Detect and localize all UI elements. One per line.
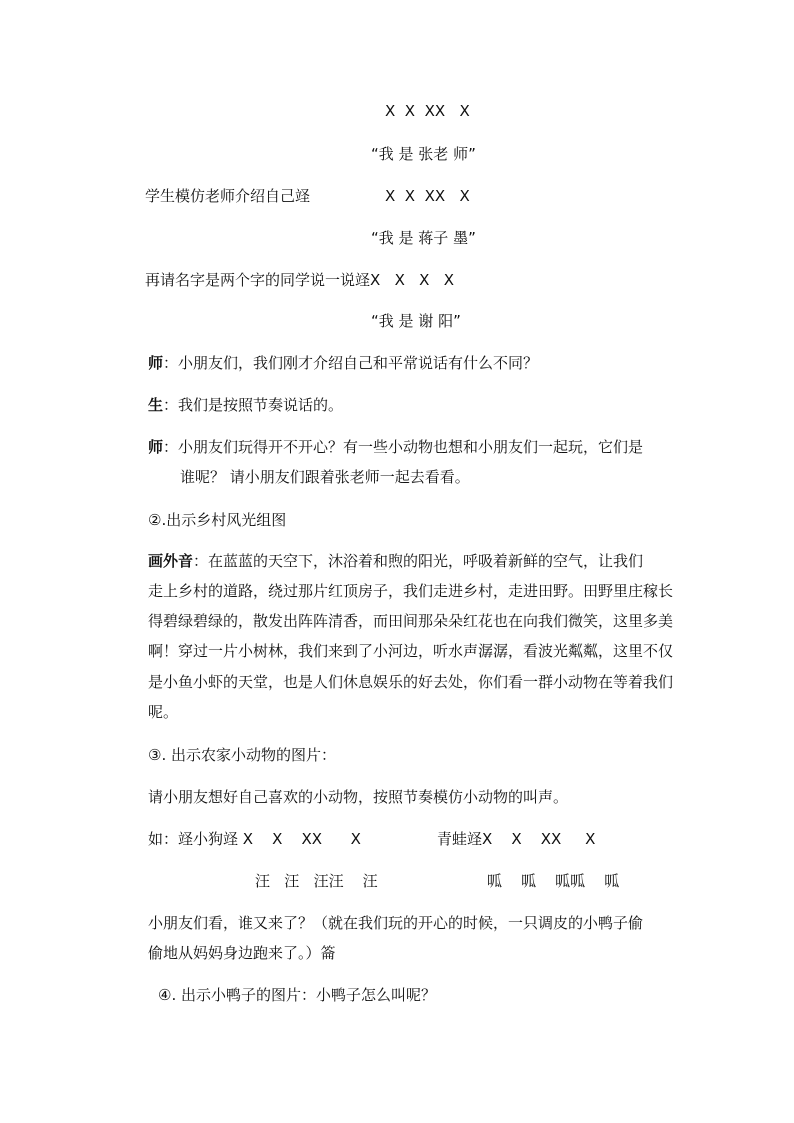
narration-line-3: 得碧绿碧绿的，散发出阵阵清香，而田间那朵朵红花也在向我们微笑，这里多美: [148, 612, 674, 630]
rhythm-words-line-1: “我 是 张老 师”: [371, 145, 476, 163]
frog-sounds: 呱 呱 呱呱 呱: [487, 872, 620, 890]
step-2-title: ②.出示乡村风光组图: [148, 511, 287, 529]
narration-line-5: 是小鱼小虾的天堂，也是人们休息娱乐的好去处，你们看一群小动物在等着我们: [148, 673, 674, 691]
teacher-line-1: [148, 353, 538, 373]
narration-text-1: ：在蓝蓝的天空下，沐浴着和煦的阳光，呼吸着新鲜的空气，让我们: [193, 552, 644, 570]
narration-label: 画外音: [148, 552, 194, 570]
rhythm-marks-line-2: X X XX X: [385, 187, 470, 205]
narration-line-6: 呢。: [148, 703, 179, 721]
duck-line-2: 偷地从妈妈身边跑来了。）䈁: [148, 944, 336, 962]
narration-line-4: 啊！穿过一片小树林，我们来到了小河边，听水声潺潺，看波光粼粼，这里不仅: [148, 642, 674, 660]
teacher-text-1: ：小朋友们，我们刚才介绍自己和平常说话有什么不同？: [163, 354, 539, 372]
speaker-teacher: 师: [148, 354, 164, 372]
speaker-student: 生: [148, 396, 164, 414]
step-3-title: ③. 出示农家小动物的图片：: [148, 746, 336, 764]
teacher-text-2a: ：小朋友们玩得开不开心？有一些小动物也想和小朋友们一起玩，它们是: [163, 438, 644, 456]
student-line-1: [148, 395, 343, 415]
step-4-title: ④. 出示小鸭子的图片：小鸭子怎么叫呢？: [158, 986, 436, 1004]
rhythm-words-line-2: “我 是 蒋子 墨”: [371, 229, 476, 247]
teacher-line-2: [148, 437, 643, 457]
narration-line-1: [148, 551, 643, 571]
duck-line-1: 小朋友们看，谁又来了？（就在我们玩的开心的时候，一只调皮的小鸭子偷: [148, 914, 644, 932]
student-text-1: ：我们是按照节奏说话的。: [163, 396, 344, 414]
rhythm-marks-line-1: X X XX X: [385, 102, 470, 120]
teacher-text-2b: 谁呢？ 请小朋友们跟着张老师一起去看看。: [180, 468, 470, 486]
example-frog-rhythm: 青蛙䇈X X XX X: [437, 830, 596, 848]
rhythm-words-line-3: “我 是 谢 阳”: [371, 312, 461, 330]
narration-line-2: 走上乡村的道路，绕过那片红顶房子，我们走进乡村，走进田野。田野里庄稼长: [148, 582, 674, 600]
request-label: 再请名字是两个字的同学说一说䇈X X X X: [145, 271, 455, 289]
step-3-instruction: 请小朋友想好自己喜欢的小动物，按照节奏模仿小动物的叫声。: [148, 788, 569, 806]
example-dog-rhythm: 如：䇈小狗䇈 X X XX X: [148, 830, 361, 848]
intro-label: 学生模仿老师介绍自己䇈: [145, 187, 311, 205]
dog-sounds: 汪 汪 汪汪 汪: [255, 872, 378, 890]
speaker-teacher: 师: [148, 438, 164, 456]
